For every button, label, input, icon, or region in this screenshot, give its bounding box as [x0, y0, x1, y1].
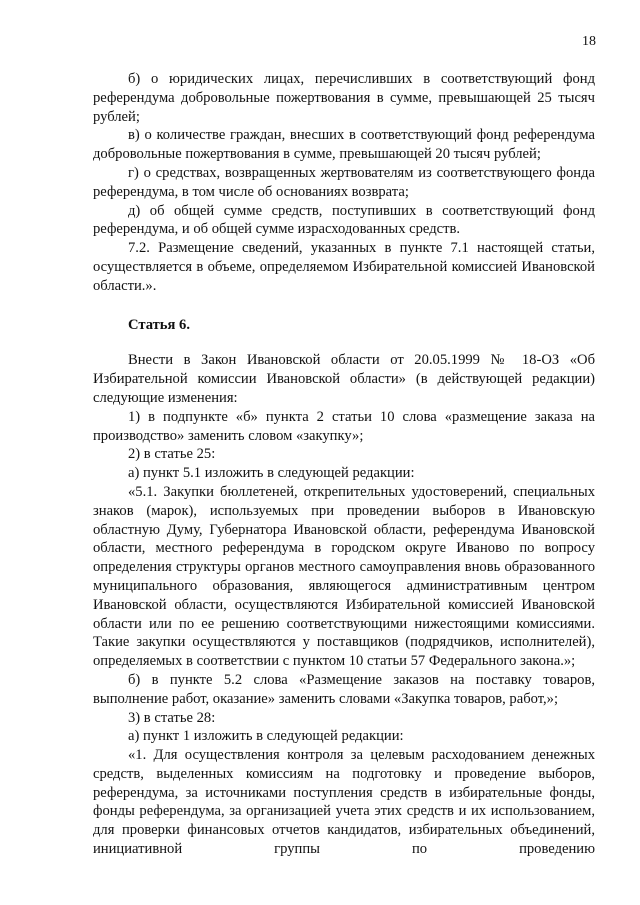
paragraph-item-3: 3) в статье 28:: [128, 709, 216, 726]
article-heading: Статья 6.: [128, 316, 190, 333]
paragraph-g-returned-funds: г) о средствах, возвращенных жертвователям из соответствующего фонда референдума, в том числе об основаниях возврата;: [93, 164, 595, 200]
paragraph-item-2b: б) в пункте 5.2 слова «Размещение заказов на поставку товаров, выполнение работ, оказание» заменить словами «Закупка товаров, работ,»;: [93, 671, 595, 707]
paragraph-7-2-publication: 7.2. Размещение сведений, указанных в пункте 7.1 настоящей статьи, осуществляется в объеме, определяемом Избирательной комиссией Ивановской области.».: [93, 240, 595, 294]
paragraph-5-1-text: «5.1. Закупки бюллетеней, открепительных удостоверений, специальных знаков (марок), используемых при проведении выборов в Ивановскую областную Думу, Губернатора Ивановской области, референдума Ивановской области, местного референдума в городском округе Иваново по вопросу определения структуры органов местного самоуправления вновь образованного муниципального образования, являющегося административным центром Ивановской области, осуществляются Избирательной комиссией Ивановской области или по ее решению соответствующими нижестоящими комиссиями. Такие закупки осуществляются у поставщиков (подрядчиков, исполнителей), определяемых в соответствии с пунктом 10 статьи 57 Федерального закона.»;: [93, 483, 595, 670]
paragraph-v-citizens-count: в) о количестве граждан, внесших в соответствующий фонд референдума добровольные пожертвования в сумме, превышающей 20 тысяч рублей;: [93, 127, 595, 163]
paragraph-item-1: 1) в подпункте «б» пункта 2 статьи 10 слова «размещение заказа на производство» заменить словом «закупку»;: [93, 408, 595, 444]
paragraph-1-control-text: «1. Для осуществления контроля за целевым расходованием денежных средств, выделенных комиссиям на подготовку и проведение выборов, референдума, за источниками поступления средств в избирательные фонды, фонды референдума, за организацией учета этих средств и их использованием, для проверки финансовых отчетов кандидатов, избирательных объединений, инициативной группы по проведению: [93, 747, 595, 858]
paragraph-amend-intro: Внести в Закон Ивановской области от 20.05.1999 № 18-ОЗ «Об Избирательной комиссии Ивановской области» (в действующей редакции) следующие изменения:: [93, 352, 595, 406]
paragraph-item-3a: а) пункт 1 изложить в следующей редакции:: [128, 728, 404, 745]
document-body: [93, 70, 595, 859]
paragraph-d-total-funds: д) об общей сумме средств, поступивших в соответствующий фонд референдума, и об общей сумме израсходованных средств.: [93, 202, 595, 238]
paragraph-b-legal-entities: б) о юридических лицах, перечисливших в соответствующий фонд референдума добровольные пожертвования в сумме, превышающей 25 тысяч рублей;: [93, 71, 595, 125]
paragraph-item-2a: а) пункт 5.1 изложить в следующей редакции:: [128, 465, 415, 482]
page-number: 18: [582, 34, 596, 49]
paragraph-item-2: 2) в статье 25:: [128, 446, 216, 463]
